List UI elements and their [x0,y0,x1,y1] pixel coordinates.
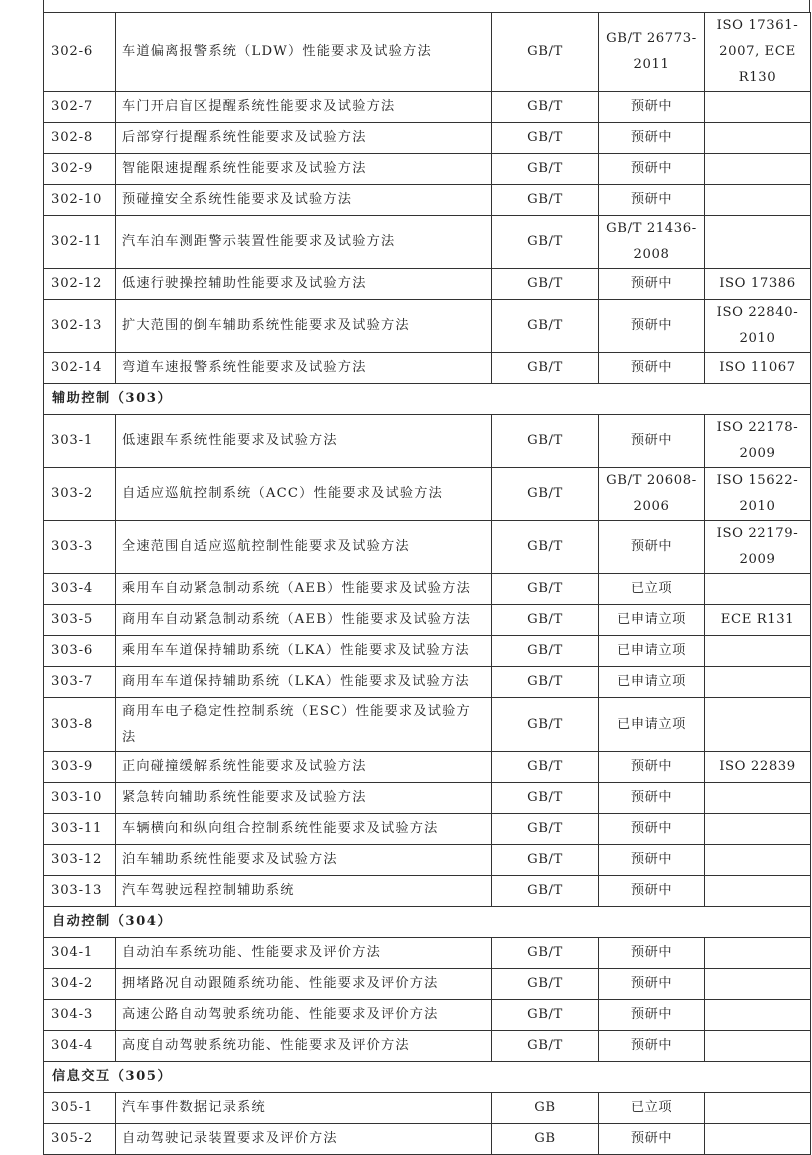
standard-type-cell: GB/T [492,752,599,783]
item-name-cell: 后部穿行提醒系统性能要求及试验方法 [116,123,492,154]
status-cell: 已申请立项 [599,667,705,698]
status-cell: 预研中 [599,300,705,353]
table-row [44,1093,811,1124]
status-cell: 已申请立项 [599,698,705,752]
table-row [44,521,811,574]
reference-standard-cell: ECE R131 [705,605,811,636]
item-code-cell: 304-3 [44,1000,116,1031]
item-code-cell: 302-12 [44,269,116,300]
item-code-cell: 302-9 [44,154,116,185]
reference-standard-cell [705,814,811,845]
item-name-cell: 商用车车道保持辅助系统（LKA）性能要求及试验方法 [116,667,492,698]
item-name-cell: 乘用车自动紧急制动系统（AEB）性能要求及试验方法 [116,574,492,605]
standard-type-cell: GB/T [492,938,599,969]
item-name-cell: 低速跟车系统性能要求及试验方法 [116,415,492,468]
table-row [44,698,811,752]
status-cell: 已立项 [599,1093,705,1124]
table-row [44,468,811,521]
status-cell: 预研中 [599,521,705,574]
item-code-cell: 303-12 [44,845,116,876]
item-code-cell: 303-9 [44,752,116,783]
table-row [44,185,811,216]
table-row [44,123,811,154]
item-name-cell: 紧急转向辅助系统性能要求及试验方法 [116,783,492,814]
status-cell: 预研中 [599,752,705,783]
standard-type-cell: GB/T [492,1031,599,1062]
item-code-cell: 303-10 [44,783,116,814]
standard-type-cell: GB/T [492,300,599,353]
item-code-cell: 303-1 [44,415,116,468]
standard-type-cell: GB [492,1093,599,1124]
item-code-cell: 305-2 [44,1124,116,1155]
reference-standard-cell [705,574,811,605]
table-row [44,269,811,300]
table-row [44,845,811,876]
item-name-cell: 高度自动驾驶系统功能、性能要求及评价方法 [116,1031,492,1062]
item-code-cell: 305-1 [44,1093,116,1124]
item-code-cell: 303-8 [44,698,116,752]
reference-standard-cell: ISO 11067 [705,353,811,384]
reference-standard-cell [705,154,811,185]
item-name-cell: 车辆横向和纵向组合控制系统性能要求及试验方法 [116,814,492,845]
item-code-cell: 302-11 [44,216,116,269]
reference-standard-cell: ISO 22178-2009 [705,415,811,468]
reference-standard-cell [705,185,811,216]
reference-standard-cell [705,1093,811,1124]
item-name-cell: 泊车辅助系统性能要求及试验方法 [116,845,492,876]
standard-type-cell: GB/T [492,845,599,876]
table-row [44,92,811,123]
status-cell: 预研中 [599,353,705,384]
standard-type-cell: GB [492,1124,599,1155]
table-row [44,783,811,814]
standard-type-cell: GB/T [492,636,599,667]
reference-standard-cell [705,876,811,907]
standard-type-cell: GB/T [492,667,599,698]
item-name-cell: 自动泊车系统功能、性能要求及评价方法 [116,938,492,969]
reference-standard-cell [705,636,811,667]
item-name-cell: 弯道车速报警系统性能要求及试验方法 [116,353,492,384]
table-row [44,1031,811,1062]
item-name-cell: 低速行驶操控辅助性能要求及试验方法 [116,269,492,300]
standard-type-cell: GB/T [492,415,599,468]
standard-type-cell: GB/T [492,969,599,1000]
reference-standard-cell: ISO 22179-2009 [705,521,811,574]
table-row [44,636,811,667]
standard-type-cell: GB/T [492,123,599,154]
item-code-cell: 303-5 [44,605,116,636]
item-code-cell: 303-3 [44,521,116,574]
status-cell: 预研中 [599,92,705,123]
status-cell: GB/T 21436-2008 [599,216,705,269]
reference-standard-cell [705,1000,811,1031]
status-cell: 预研中 [599,185,705,216]
table-row [44,752,811,783]
status-cell: 预研中 [599,814,705,845]
table-row [44,938,811,969]
status-cell: GB/T 26773-2011 [599,13,705,92]
reference-standard-cell: ISO 17386 [705,269,811,300]
status-cell: 已申请立项 [599,605,705,636]
reference-standard-cell [705,938,811,969]
table-row [44,969,811,1000]
standards-table-page [43,12,810,1155]
item-code-cell: 303-11 [44,814,116,845]
reference-standard-cell [705,969,811,1000]
item-name-cell: 正向碰撞缓解系统性能要求及试验方法 [116,752,492,783]
section-title: 信息交互（305） [44,1062,811,1093]
standard-type-cell: GB/T [492,521,599,574]
reference-standard-cell [705,123,811,154]
item-code-cell: 303-13 [44,876,116,907]
reference-standard-cell: ISO 22839 [705,752,811,783]
status-cell: 预研中 [599,1124,705,1155]
item-code-cell: 303-4 [44,574,116,605]
section-header-row [44,907,811,938]
section-header-row [44,384,811,415]
reference-standard-cell: ISO 22840-2010 [705,300,811,353]
table-row [44,154,811,185]
reference-standard-cell [705,1031,811,1062]
item-code-cell: 304-4 [44,1031,116,1062]
standards-table-body [44,13,811,1155]
table-row [44,605,811,636]
item-code-cell: 302-14 [44,353,116,384]
item-name-cell: 汽车泊车测距警示装置性能要求及试验方法 [116,216,492,269]
table-row [44,667,811,698]
item-code-cell: 302-13 [44,300,116,353]
item-name-cell: 汽车事件数据记录系统 [116,1093,492,1124]
section-title: 自动控制（304） [44,907,811,938]
standard-type-cell: GB/T [492,185,599,216]
item-name-cell: 车门开启盲区提醒系统性能要求及试验方法 [116,92,492,123]
item-code-cell: 302-8 [44,123,116,154]
status-cell: 预研中 [599,969,705,1000]
item-name-cell: 汽车驾驶远程控制辅助系统 [116,876,492,907]
standard-type-cell: GB/T [492,269,599,300]
item-code-cell: 302-7 [44,92,116,123]
status-cell: 预研中 [599,845,705,876]
standard-type-cell: GB/T [492,698,599,752]
status-cell: 预研中 [599,1031,705,1062]
standard-type-cell: GB/T [492,814,599,845]
table-row [44,1000,811,1031]
standard-type-cell: GB/T [492,876,599,907]
table-row [44,415,811,468]
reference-standard-cell [705,698,811,752]
item-name-cell: 拥堵路况自动跟随系统功能、性能要求及评价方法 [116,969,492,1000]
reference-standard-cell [705,783,811,814]
table-row [44,13,811,92]
standard-type-cell: GB/T [492,468,599,521]
section-title: 辅助控制（303） [44,384,811,415]
status-cell: 预研中 [599,1000,705,1031]
item-name-cell: 商用车电子稳定性控制系统（ESC）性能要求及试验方法 [116,698,492,752]
table-row [44,216,811,269]
standard-type-cell: GB/T [492,154,599,185]
standard-type-cell: GB/T [492,92,599,123]
item-code-cell: 302-10 [44,185,116,216]
status-cell: 预研中 [599,783,705,814]
item-name-cell: 自适应巡航控制系统（ACC）性能要求及试验方法 [116,468,492,521]
item-name-cell: 扩大范围的倒车辅助系统性能要求及试验方法 [116,300,492,353]
standards-table [43,12,811,1155]
table-row [44,574,811,605]
reference-standard-cell [705,845,811,876]
item-code-cell: 303-6 [44,636,116,667]
reference-standard-cell: ISO 17361-2007, ECE R130 [705,13,811,92]
section-header-row [44,1062,811,1093]
item-code-cell: 302-6 [44,13,116,92]
status-cell: 预研中 [599,938,705,969]
table-row [44,814,811,845]
item-code-cell: 303-2 [44,468,116,521]
reference-standard-cell: ISO 15622-2010 [705,468,811,521]
standard-type-cell: GB/T [492,605,599,636]
standard-type-cell: GB/T [492,13,599,92]
reference-standard-cell [705,667,811,698]
table-row [44,876,811,907]
item-name-cell: 商用车自动紧急制动系统（AEB）性能要求及试验方法 [116,605,492,636]
item-code-cell: 303-7 [44,667,116,698]
item-name-cell: 智能限速提醒系统性能要求及试验方法 [116,154,492,185]
status-cell: 预研中 [599,154,705,185]
standard-type-cell: GB/T [492,1000,599,1031]
status-cell: 已申请立项 [599,636,705,667]
table-row [44,1124,811,1155]
status-cell: 预研中 [599,269,705,300]
reference-standard-cell [705,92,811,123]
reference-standard-cell [705,1124,811,1155]
item-name-cell: 高速公路自动驾驶系统功能、性能要求及评价方法 [116,1000,492,1031]
item-code-cell: 304-1 [44,938,116,969]
item-name-cell: 预碰撞安全系统性能要求及试验方法 [116,185,492,216]
item-code-cell: 304-2 [44,969,116,1000]
standard-type-cell: GB/T [492,353,599,384]
item-name-cell: 自动驾驶记录装置要求及评价方法 [116,1124,492,1155]
table-top-continuation [43,0,810,12]
standard-type-cell: GB/T [492,216,599,269]
status-cell: 预研中 [599,415,705,468]
standard-type-cell: GB/T [492,783,599,814]
status-cell: 预研中 [599,876,705,907]
item-name-cell: 乘用车车道保持辅助系统（LKA）性能要求及试验方法 [116,636,492,667]
item-name-cell: 车道偏离报警系统（LDW）性能要求及试验方法 [116,13,492,92]
status-cell: GB/T 20608-2006 [599,468,705,521]
standard-type-cell: GB/T [492,574,599,605]
status-cell: 已立项 [599,574,705,605]
reference-standard-cell [705,216,811,269]
status-cell: 预研中 [599,123,705,154]
table-row [44,353,811,384]
table-row [44,300,811,353]
item-name-cell: 全速范围自适应巡航控制性能要求及试验方法 [116,521,492,574]
